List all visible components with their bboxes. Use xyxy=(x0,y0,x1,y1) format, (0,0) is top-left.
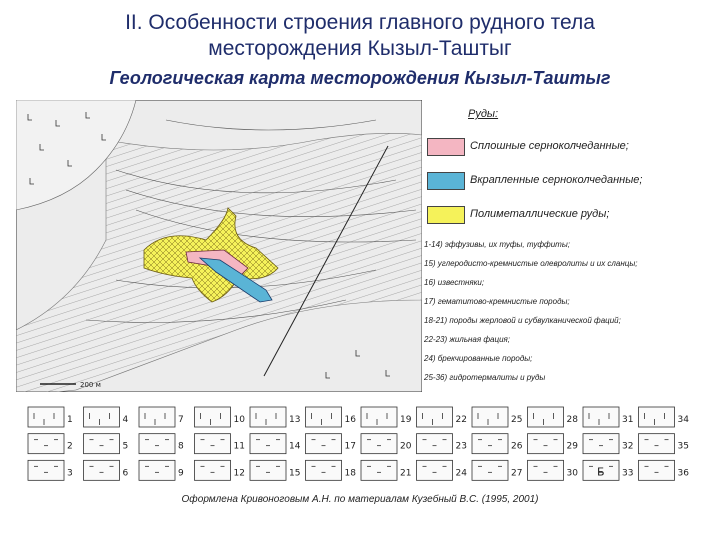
legend-symbol-cell xyxy=(639,460,690,480)
legend-note: 15) углеродисто-кремнистые олевролиты и их сланцы; xyxy=(424,259,638,268)
legend-symbol-number: 16 xyxy=(344,415,356,425)
legend-symbol-cell xyxy=(417,460,468,480)
legend-symbol-number: 4 xyxy=(122,415,129,425)
legend-symbol-number: 29 xyxy=(566,441,578,452)
legend-symbol-cell xyxy=(417,434,467,454)
legend-note: 25-36) гидротермалиты и руды xyxy=(424,373,546,382)
title-line-1: II. Особенности строения главного рудного тела xyxy=(125,11,595,34)
legend-symbol-cell xyxy=(84,434,129,454)
legend-label-disseminated: Вкрапленные серноколчеданные; xyxy=(470,174,643,186)
legend-symbol-cell xyxy=(28,407,73,427)
legend-symbol-number: 12 xyxy=(233,468,245,479)
legend-symbol-cell xyxy=(28,460,73,480)
legend-symbol-number: 10 xyxy=(233,415,245,425)
legend-swatch-massive xyxy=(427,138,465,156)
legend-symbol-number: 15 xyxy=(289,468,301,479)
legend-symbol-number: 11 xyxy=(233,441,245,452)
legend-symbol-number: 6 xyxy=(122,468,129,479)
legend-symbol-cell xyxy=(250,434,301,454)
geological-map xyxy=(16,100,422,392)
legend-symbol-cell xyxy=(84,460,129,480)
legend-symbol-number: 32 xyxy=(622,441,634,452)
legend-symbol-cell xyxy=(195,460,245,480)
legend-symbol-cell xyxy=(28,434,73,454)
legend-symbol-number: 36 xyxy=(677,468,689,479)
legend-symbol-number: 13 xyxy=(289,415,301,425)
legend-symbol-cell xyxy=(250,460,300,480)
legend-symbol-cell xyxy=(472,434,523,454)
legend-symbol-cell xyxy=(472,407,522,427)
legend-symbol-number: 28 xyxy=(566,415,578,425)
legend-symbol-cell xyxy=(361,460,411,480)
legend-symbol-number: 21 xyxy=(400,468,412,479)
legend-symbol-number: 25 xyxy=(511,415,523,425)
legend-note: 1-14) эффузивы, их туфы, туффиты; xyxy=(424,240,570,249)
legend-label-polymetallic: Полиметаллические руды; xyxy=(470,208,610,220)
legend-symbol-cell xyxy=(639,434,689,454)
legend-symbol-cell xyxy=(195,407,246,427)
legend-symbol-number: 1 xyxy=(67,415,73,425)
legend-symbol-number: 26 xyxy=(511,441,523,452)
legend-symbol-cell xyxy=(583,434,633,454)
legend-symbol-letter: Б xyxy=(597,465,605,479)
legend-symbol-number: 20 xyxy=(400,441,412,452)
legend-symbol-number: 34 xyxy=(677,415,689,425)
scale-label: 200 м xyxy=(80,381,101,389)
legend-symbol-number: 35 xyxy=(677,441,689,452)
legend-symbol-cell xyxy=(306,460,357,480)
legend-symbol-cell xyxy=(583,407,633,427)
legend-symbol-number: 24 xyxy=(455,468,467,479)
legend-symbol-number: 5 xyxy=(122,441,129,452)
legend-symbol-cell xyxy=(195,434,245,454)
legend-symbol-cell xyxy=(361,434,412,454)
legend-symbol-number: 14 xyxy=(289,441,301,452)
legend-symbol-number: 3 xyxy=(67,468,73,479)
legend-symbol-cell xyxy=(417,407,467,427)
legend-symbol-cell xyxy=(583,460,633,480)
legend-symbol-cell xyxy=(528,407,579,427)
legend-symbol-number: 8 xyxy=(178,441,184,452)
legend-symbol-number: 7 xyxy=(178,415,184,425)
legend-symbol-cell xyxy=(639,407,690,427)
legend-swatch-polymetallic xyxy=(427,206,465,224)
legend-symbol-number: 33 xyxy=(622,468,634,479)
legend-symbol-number: 17 xyxy=(344,441,356,452)
credit-line: Оформлена Кривоногoвым А.Н. по материалам Кузебный В.С. (1995, 2001) xyxy=(181,494,539,505)
legend-symbol-number: 18 xyxy=(344,468,356,479)
legend-symbol-cell xyxy=(306,434,356,454)
legend-symbol-number: 31 xyxy=(622,415,634,425)
legend-symbol-cell xyxy=(250,407,300,427)
legend-symbol-cell xyxy=(306,407,357,427)
legend-symbol-cell xyxy=(84,407,129,427)
legend-note: 18-21) породы жерловой и субвулканической фаций; xyxy=(424,316,621,325)
legend-symbol-number: 22 xyxy=(455,415,467,425)
legend-note: 24) брекчированные породы; xyxy=(424,354,533,363)
legend-symbol-number: 30 xyxy=(566,468,578,479)
legend-symbol-grid xyxy=(24,404,690,484)
legend-symbol-number: 2 xyxy=(67,441,73,452)
page-subtitle: Геологическая карта месторождения Кызыл-Таштыг xyxy=(109,68,611,88)
legend-symbol-cell xyxy=(361,407,412,427)
legend-symbol-cell xyxy=(528,460,579,480)
page-title xyxy=(0,10,720,62)
legend-symbol-number: 9 xyxy=(178,468,184,479)
legend-symbol-number: 19 xyxy=(400,415,412,425)
title-line-2: месторождения Кызыл-Таштыг xyxy=(208,37,512,60)
legend-note: 22-23) жильная фация; xyxy=(424,335,511,344)
legend-symbol-cell xyxy=(139,434,184,454)
legend-swatch-disseminated xyxy=(427,172,465,190)
legend-note: 16) известняки; xyxy=(424,278,485,287)
legend-note: 17) гематитово-кремнистые породы; xyxy=(424,297,570,306)
legend-symbol-cell xyxy=(472,460,522,480)
legend-symbol-number: 23 xyxy=(455,441,467,452)
legend-symbol-cell xyxy=(139,460,184,480)
legend-heading: Руды: xyxy=(468,108,499,120)
legend-symbol-cell xyxy=(139,407,184,427)
legend-label-massive: Сплошные серноколчеданные; xyxy=(470,140,629,152)
legend-symbol-number: 27 xyxy=(511,468,523,479)
legend-symbol-cell xyxy=(528,434,579,454)
